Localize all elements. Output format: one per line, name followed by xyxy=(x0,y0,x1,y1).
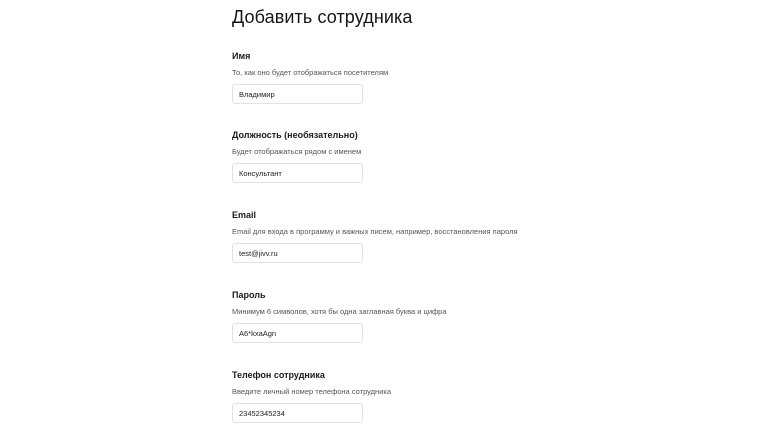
email-hint: Email для входа в программу и важных писем, например, восстановления пароля xyxy=(232,227,518,236)
phone-label: Телефон сотрудника xyxy=(232,370,325,380)
name-label: Имя xyxy=(232,51,251,61)
name-input[interactable] xyxy=(232,84,363,104)
phone-hint: Введите личный номер телефона сотрудника xyxy=(232,387,392,396)
email-input[interactable] xyxy=(232,243,363,263)
password-label: Пароль xyxy=(232,290,266,300)
add-employee-form xyxy=(232,0,752,434)
name-hint: То, как оно будет отображаться посетителям xyxy=(232,68,389,77)
phone-input[interactable] xyxy=(232,403,363,423)
email-label: Email xyxy=(232,210,257,220)
position-hint: Будет отображаться рядом с именем xyxy=(232,147,362,156)
password-input[interactable] xyxy=(232,323,363,343)
password-hint: Минимум 6 символов, хотя бы одна заглавная буква и цифра xyxy=(232,307,447,316)
page-title: Добавить сотрудника xyxy=(232,7,413,27)
position-input[interactable] xyxy=(232,163,363,183)
position-label: Должность (необязательно) xyxy=(232,130,358,140)
